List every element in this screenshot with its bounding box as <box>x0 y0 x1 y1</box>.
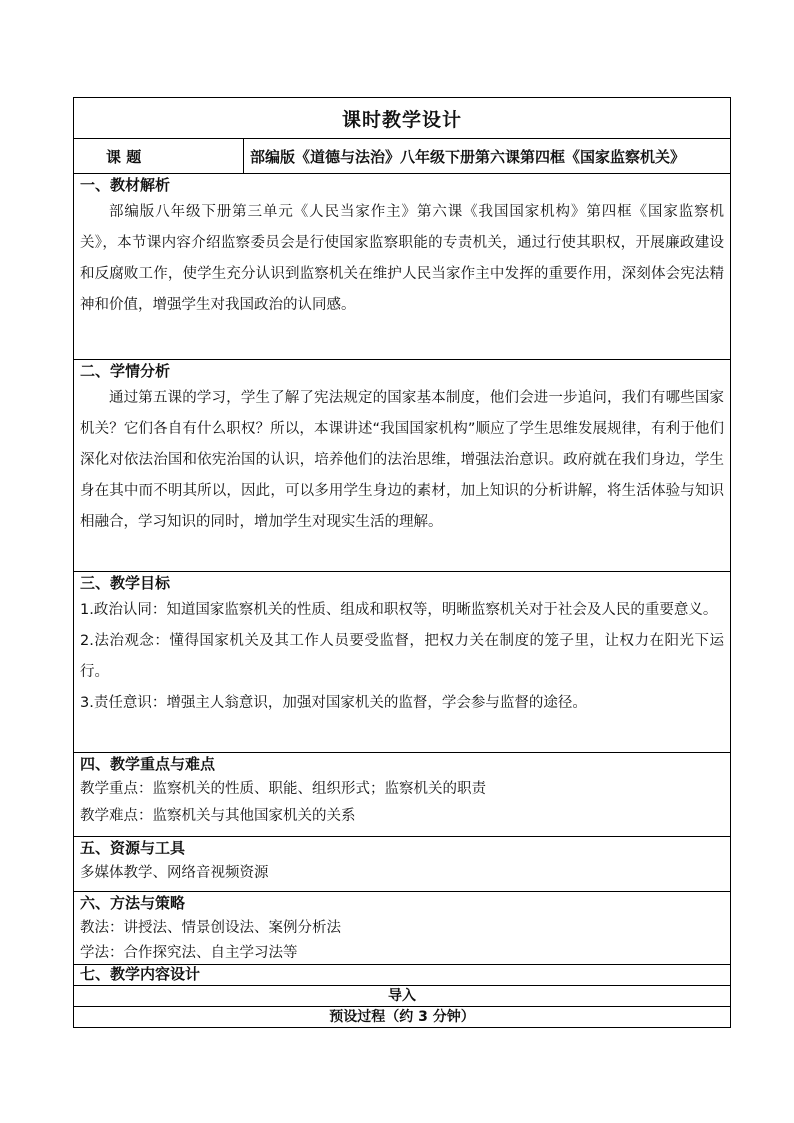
section-student-analysis <box>74 360 731 572</box>
goal-item: 2.法治观念：懂得国家机关及其工作人员要受监督，把权力关在制度的笼子里，让权力在阳光下运行。 <box>80 633 725 680</box>
lesson-plan-page <box>73 97 730 1028</box>
document-title: 课时教学设计 <box>74 98 731 139</box>
section-title: 五、资源与工具 <box>80 839 186 857</box>
goal-item: 1.政治认同：知道国家监察机关的性质、组成和职权等，明晰监察机关对于社会及人民的重要意义。 <box>80 602 718 618</box>
section-methods <box>74 892 731 965</box>
section-title: 二、学情分析 <box>80 362 171 380</box>
title-row <box>74 98 731 139</box>
process-label: 预设过程（约 3 分钟） <box>74 1007 731 1028</box>
section-title: 四、教学重点与难点 <box>80 755 216 773</box>
resources-text: 多媒体教学、网络音视频资源 <box>80 865 269 881</box>
section-content-design <box>74 965 731 986</box>
goal-item: 3.责任意识：增强主人翁意识，加强对国家机关的监督，学会参与监督的途径。 <box>80 695 587 711</box>
section-title: 七、教学内容设计 <box>80 965 201 983</box>
section-textbook-analysis <box>74 174 731 360</box>
section-title: 三、教学目标 <box>80 574 171 592</box>
learning-method: 学法：合作探究法、自主学习法等 <box>80 945 298 961</box>
difficult-point: 教学难点：监察机关与其他国家机关的关系 <box>80 808 356 824</box>
key-point: 教学重点：监察机关的性质、职能、组织形式；监察机关的职责 <box>80 781 486 797</box>
process-row <box>74 1007 731 1028</box>
topic-value: 部编版《道德与法治》八年级下册第六课第四框《国家监察机关》 <box>244 139 731 174</box>
intro-row <box>74 986 731 1007</box>
lesson-plan-table <box>73 97 731 1028</box>
intro-label: 导入 <box>74 986 731 1007</box>
section-paragraph: 通过第五课的学习，学生了解了宪法规定的国家基本制度，他们会进一步追问，我们有哪些国家机关？它们各自有什么职权？所以，本课讲述“我国国家机构”顺应了学生思维发展规律，有利于他们深化对依法治国和依宪治国的认识，培养他们的法治思维，增强法治意识。政府就在我们身边，学生身在其中而不明其所以，因此，可以多用学生身边的素材，加上知识的分析讲解，将生活体验与知识相融合，学习知识的同时，增加学生对现实生活的理解。 <box>80 390 725 530</box>
section-title: 一、教材解析 <box>80 176 171 194</box>
section-teaching-goals <box>74 572 731 753</box>
section-paragraph: 部编版八年级下册第三单元《人民当家作主》第六课《我国国家机构》第四框《国家监察机关》，本节课内容介绍监察委员会是行使国家监察职能的专责机关，通过行使其职权，开展廉政建设和反腐败工作，使学生充分认识到监察机关在维护人民当家作主中发挥的重要作用，深刻体会宪法精神和价值，增强学生对我国政治的认同感。 <box>80 204 725 313</box>
topic-label: 课 题 <box>74 139 244 174</box>
section-resources <box>74 837 731 892</box>
topic-row <box>74 139 731 174</box>
teaching-method: 教法：讲授法、情景创设法、案例分析法 <box>80 920 341 936</box>
section-title: 六、方法与策略 <box>80 894 186 912</box>
section-key-difficulty <box>74 753 731 837</box>
